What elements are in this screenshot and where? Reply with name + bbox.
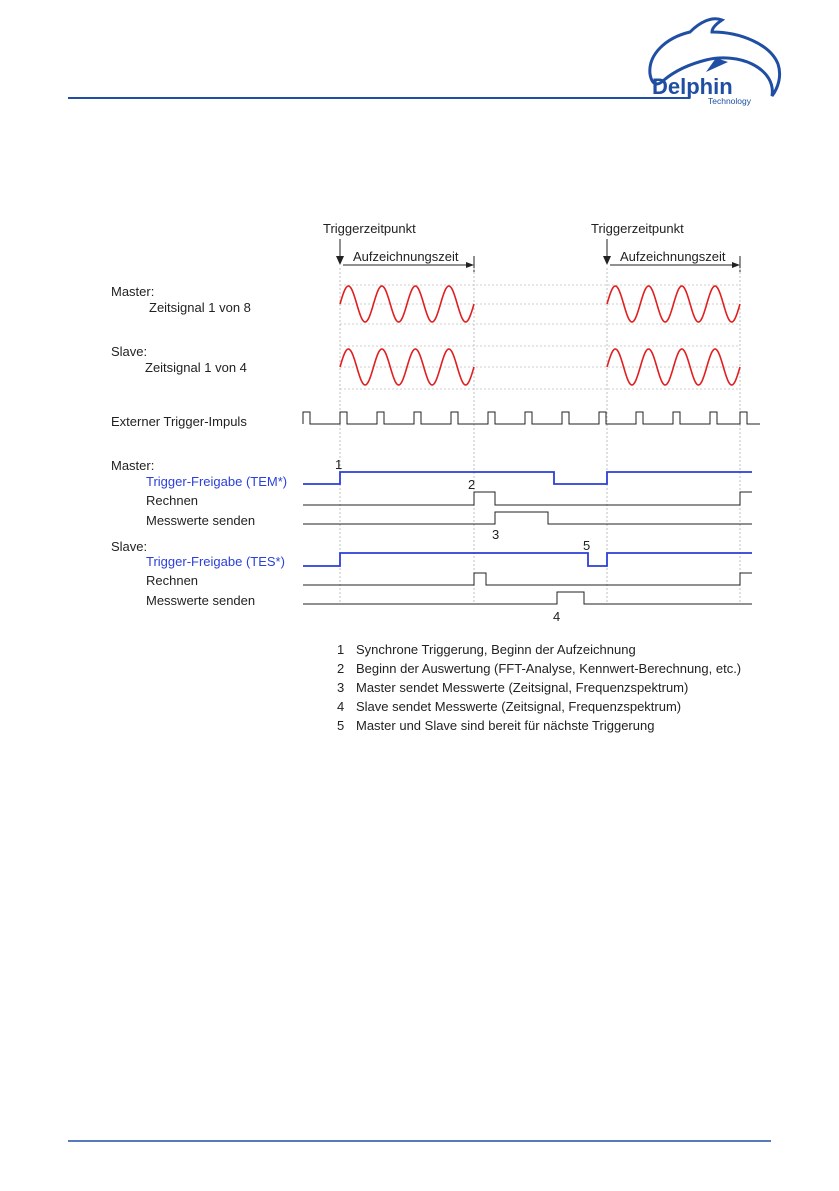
slave2-heading: Slave: xyxy=(111,539,148,554)
rechnen-slave-label: Rechnen xyxy=(146,573,199,588)
senden-master-signal xyxy=(303,512,752,524)
timing-diagram xyxy=(111,221,760,624)
senden-slave-signal xyxy=(303,592,752,604)
master-heading: Master: xyxy=(111,284,155,299)
legend-num-2: 2 xyxy=(337,661,345,676)
marker-2: 2 xyxy=(468,477,476,492)
marker-4: 4 xyxy=(553,609,561,624)
slave-signal-label: Zeitsignal 1 von 4 xyxy=(145,360,247,375)
marker-3: 3 xyxy=(492,527,500,542)
rechnen-master-signal xyxy=(303,492,752,505)
delphin-logo xyxy=(650,19,780,106)
diagram-legend xyxy=(337,642,741,733)
logo-subtitle: Technology xyxy=(708,96,752,106)
trigger-label-1: Triggerzeitpunkt xyxy=(323,221,416,236)
marker-1: 1 xyxy=(335,457,343,472)
rechnen-master-label: Rechnen xyxy=(146,493,199,508)
legend-num-4: 4 xyxy=(337,699,345,714)
legend-num-5: 5 xyxy=(337,718,345,733)
recording-time-label-1: Aufzeichnungszeit xyxy=(353,249,459,264)
external-trigger-signal xyxy=(303,412,760,424)
marker-5: 5 xyxy=(583,538,591,553)
external-trigger-label: Externer Trigger-Impuls xyxy=(111,414,247,429)
senden-slave-label: Messwerte senden xyxy=(146,593,256,608)
legend-text-5: Master und Slave sind bereit für nächste Triggerung xyxy=(356,718,655,733)
vertical-guides xyxy=(340,268,740,602)
legend-num-3: 3 xyxy=(337,680,345,695)
trigger-arrow-1 xyxy=(336,239,344,265)
master-signal-label: Zeitsignal 1 von 8 xyxy=(149,300,251,315)
tem-label: Trigger-Freigabe (TEM*) xyxy=(146,474,288,489)
tes-signal xyxy=(303,553,752,566)
master2-heading: Master: xyxy=(111,458,155,473)
legend-text-1: Synchrone Triggerung, Beginn der Aufzeichnung xyxy=(356,642,636,657)
logo-wordmark: Delphin xyxy=(652,74,733,99)
slave-heading: Slave: xyxy=(111,344,148,359)
horizontal-guides xyxy=(340,285,740,389)
rechnen-slave-signal xyxy=(303,573,752,585)
legend-num-1: 1 xyxy=(337,642,345,657)
trigger-label-2: Triggerzeitpunkt xyxy=(591,221,684,236)
legend-text-4: Slave sendet Messwerte (Zeitsignal, Frequenzspektrum) xyxy=(356,699,682,714)
senden-master-label: Messwerte senden xyxy=(146,513,256,528)
recording-time-label-2: Aufzeichnungszeit xyxy=(620,249,726,264)
trigger-arrow-2 xyxy=(603,239,611,265)
legend-text-2: Beginn der Auswertung (FFT-Analyse, Kennwert-Berechnung, etc.) xyxy=(356,661,742,676)
tem-signal xyxy=(303,472,752,484)
legend-text-3: Master sendet Messwerte (Zeitsignal, Frequenzspektrum) xyxy=(356,680,689,695)
tes-label: Trigger-Freigabe (TES*) xyxy=(146,554,285,569)
